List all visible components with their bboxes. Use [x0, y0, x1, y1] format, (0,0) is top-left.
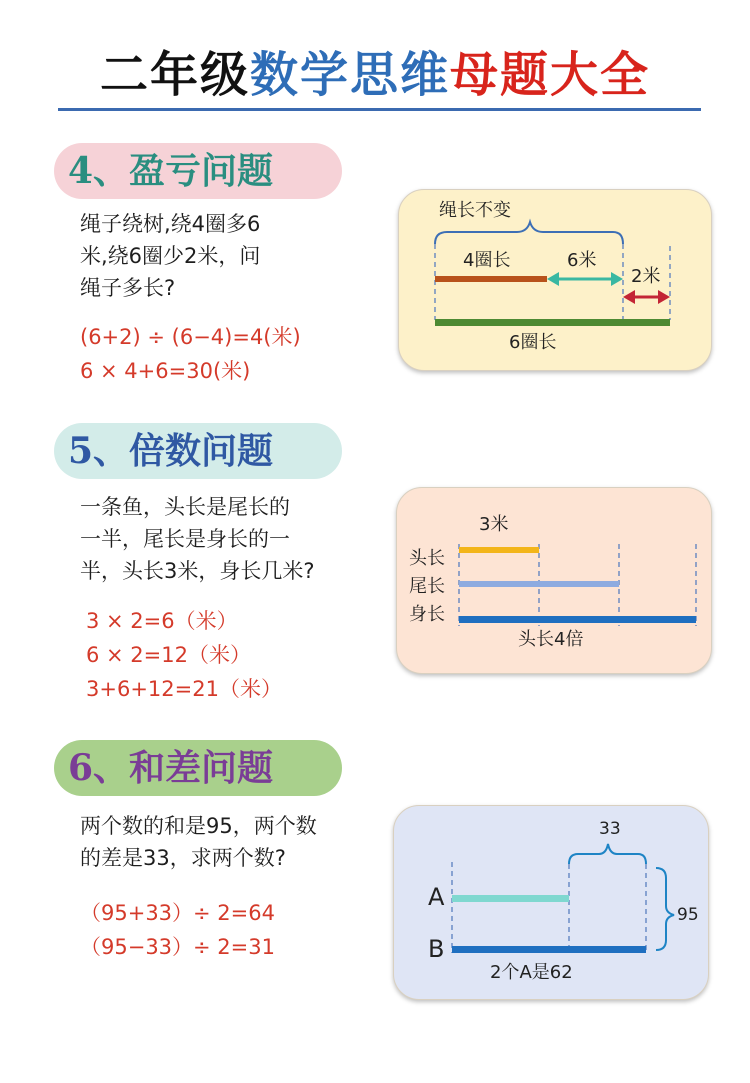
head-bar [459, 547, 539, 553]
label-a: A [428, 883, 445, 911]
section-4-problem: 绳子绕树,绕4圈多6 米,绕6圈少2米，问 绳子多长? [80, 212, 261, 300]
head-four-times-label: 头长4倍 [518, 629, 584, 650]
difference-label: 33 [599, 819, 621, 839]
two-m-arrow [623, 290, 670, 304]
sum-label: 95 [677, 905, 699, 925]
a-bar [452, 895, 569, 902]
title-part-2: 数学思维 [249, 47, 450, 103]
title-underline [58, 108, 701, 111]
section-5-problem: 一条鱼，头长是尾长的 一半，尾长是身长的一 半，头长3米，身长几米? [80, 495, 315, 583]
rope-unchanged-label: 绳长不变 [439, 200, 511, 221]
section-5-solution [86, 604, 282, 706]
tail-bar [459, 581, 619, 587]
three-m-label: 3米 [479, 514, 509, 535]
page-title [0, 40, 750, 110]
section-4-heading: 4、盈亏问题 [54, 143, 342, 199]
four-laps-label: 4圈长 [463, 250, 511, 271]
section-4-solution-line-1: (6+2) ÷ (6−4)=4(米) [80, 325, 301, 349]
section-5-diagram [396, 487, 712, 674]
six-m-arrow [547, 272, 623, 286]
section-6-heading: 6、和差问题 [54, 740, 342, 796]
label-b: B [428, 935, 445, 963]
tail-label: 尾长 [409, 576, 445, 597]
two-a-is-62-label: 2个A是62 [490, 962, 573, 983]
body-label: 身长 [409, 604, 445, 625]
sum-brace [656, 868, 674, 950]
four-laps-bar [435, 276, 547, 282]
head-label: 头长 [409, 548, 445, 569]
body-bar [459, 616, 696, 623]
difference-brace [569, 844, 646, 864]
two-m-label: 2米 [631, 266, 661, 287]
section-5-solution-line-2: 6 × 2=12（米） [86, 643, 251, 667]
section-5-solution-line-1: 3 × 2=6（米） [86, 609, 238, 633]
section-6-diagram [393, 805, 709, 1000]
section-6-solution [80, 896, 275, 964]
title-part-3: 母题大全 [450, 47, 651, 103]
six-m-label: 6米 [567, 250, 597, 271]
six-laps-label: 6圈长 [509, 332, 557, 353]
section-6-solution-line-2: （95−33）÷ 2=31 [80, 935, 275, 959]
section-4-solution [80, 320, 301, 388]
title-part-1: 二年级 [99, 47, 250, 103]
section-6-solution-line-1: （95+33）÷ 2=64 [80, 901, 275, 925]
section-6-problem: 两个数的和是95，两个数 的差是33，求两个数? [80, 814, 317, 870]
section-4-diagram [398, 189, 712, 371]
section-4-solution-line-2: 6 × 4+6=30(米) [80, 359, 251, 383]
rope-brace [435, 222, 623, 244]
b-bar [452, 946, 646, 953]
section-5-solution-line-3: 3+6+12=21（米） [86, 677, 282, 701]
six-laps-bar [435, 319, 670, 326]
section-5-heading: 5、倍数问题 [54, 423, 342, 479]
